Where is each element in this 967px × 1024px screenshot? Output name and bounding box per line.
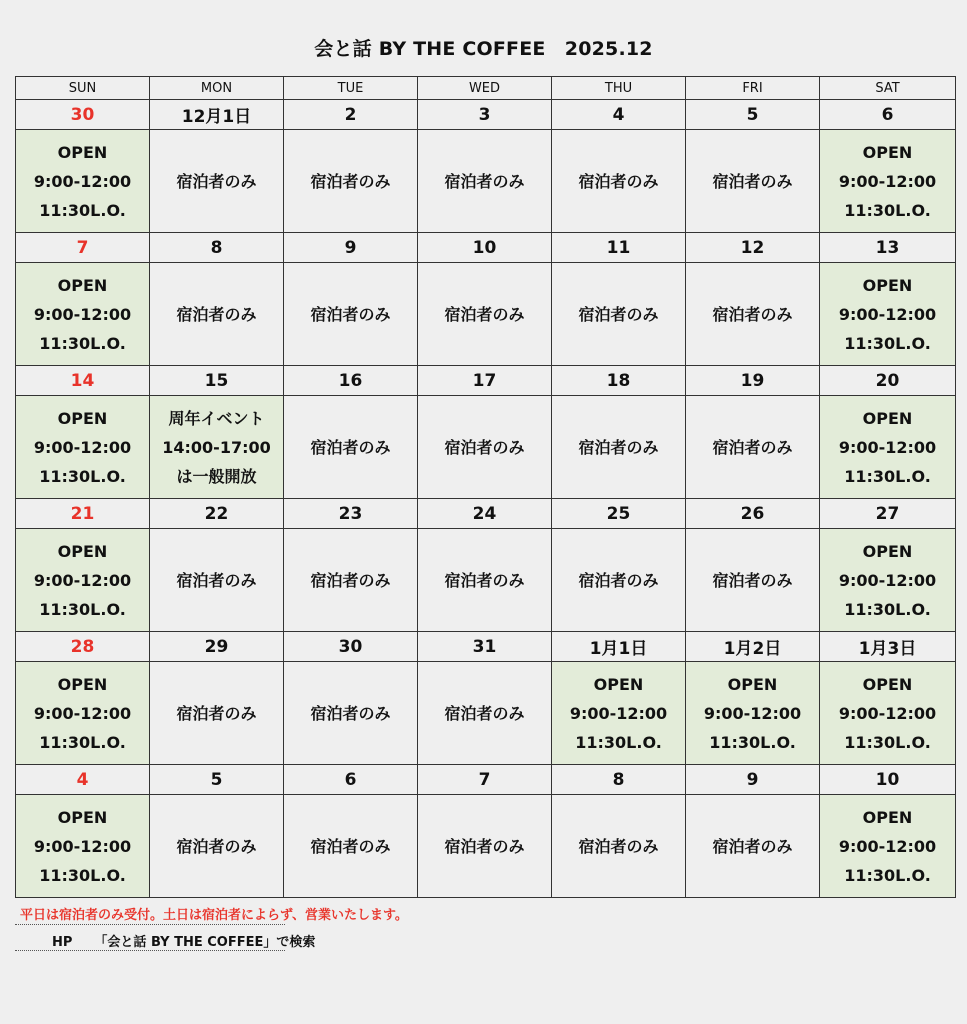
cell-text-line: 11:30L.O. <box>39 599 126 619</box>
guests-only-cell <box>418 130 552 233</box>
hp-label: HP <box>52 935 73 950</box>
guests-only-cell <box>284 795 418 898</box>
date-number: 2 <box>284 100 418 130</box>
date-number: 22 <box>150 499 284 529</box>
open-hours-cell <box>16 529 150 632</box>
date-number: 13 <box>820 233 956 263</box>
cell-text-line: 9:00-12:00 <box>838 304 937 324</box>
hours-row <box>16 662 956 765</box>
calendar-body <box>16 100 956 898</box>
cell-text-line: 11:30L.O. <box>844 333 931 353</box>
cell-text-line: OPEN <box>862 142 913 162</box>
guests-only-cell <box>686 795 820 898</box>
cell-text-line: OPEN <box>57 275 108 295</box>
cell-text-line: OPEN <box>57 408 108 428</box>
cell-text-line: 9:00-12:00 <box>33 570 132 590</box>
cell-text-line: 11:30L.O. <box>39 732 126 752</box>
cell-text-line: 宿泊者のみ <box>712 570 793 590</box>
cell-text-line: OPEN <box>57 541 108 561</box>
date-number: 1月3日 <box>820 632 956 662</box>
guests-only-cell <box>150 263 284 366</box>
cell-text-line: OPEN <box>862 541 913 561</box>
date-number: 14 <box>16 366 150 396</box>
cell-text-line: 9:00-12:00 <box>838 570 937 590</box>
guests-only-cell <box>418 662 552 765</box>
weekday-header-mon: MON <box>150 77 284 100</box>
date-row <box>16 632 956 662</box>
hours-row <box>16 795 956 898</box>
cell-text-line: 11:30L.O. <box>709 732 796 752</box>
cell-text-line: 宿泊者のみ <box>712 304 793 324</box>
date-number: 10 <box>418 233 552 263</box>
hours-row <box>16 529 956 632</box>
cell-text-line: OPEN <box>57 674 108 694</box>
cell-text-line: 9:00-12:00 <box>838 836 937 856</box>
guests-only-cell <box>284 263 418 366</box>
cell-text-line: 11:30L.O. <box>844 466 931 486</box>
cell-text-line: 宿泊者のみ <box>444 836 525 856</box>
date-number: 9 <box>686 765 820 795</box>
guests-only-cell <box>284 130 418 233</box>
weekday-header-sat: SAT <box>820 77 956 100</box>
cell-text-line: 宿泊者のみ <box>712 437 793 457</box>
cell-text-line: OPEN <box>862 674 913 694</box>
cell-text-line: OPEN <box>57 142 108 162</box>
date-number: 30 <box>284 632 418 662</box>
hp-search-text: 「会と話 BY THE COFFEE」で検索 <box>94 935 316 950</box>
date-number: 8 <box>552 765 686 795</box>
date-number: 4 <box>552 100 686 130</box>
calendar-table <box>15 76 956 898</box>
cell-text-line: 9:00-12:00 <box>33 836 132 856</box>
calendar-title: 会と話 BY THE COFFEE 2025.12 <box>314 38 653 60</box>
cell-text-line: OPEN <box>593 674 644 694</box>
open-hours-cell <box>820 263 956 366</box>
guests-only-cell <box>418 795 552 898</box>
guests-only-cell <box>150 662 284 765</box>
cell-text-line: 9:00-12:00 <box>838 703 937 723</box>
cell-text-line: 11:30L.O. <box>575 732 662 752</box>
cell-text-line: 11:30L.O. <box>39 466 126 486</box>
cell-text-line: 9:00-12:00 <box>33 171 132 191</box>
cell-text-line: 宿泊者のみ <box>578 836 659 856</box>
date-number: 16 <box>284 366 418 396</box>
open-hours-cell <box>820 396 956 499</box>
hp-search-note <box>52 931 315 950</box>
guests-only-cell <box>552 396 686 499</box>
guests-only-cell <box>686 396 820 499</box>
weekday-header-row <box>16 77 956 100</box>
date-number: 28 <box>16 632 150 662</box>
date-row <box>16 366 956 396</box>
cell-text-line: OPEN <box>862 275 913 295</box>
date-row <box>16 765 956 795</box>
date-number: 26 <box>686 499 820 529</box>
cell-text-line: 9:00-12:00 <box>703 703 802 723</box>
date-number: 31 <box>418 632 552 662</box>
date-number: 12 <box>686 233 820 263</box>
cell-text-line: 11:30L.O. <box>844 200 931 220</box>
guests-only-cell <box>284 529 418 632</box>
date-number: 6 <box>284 765 418 795</box>
guests-only-cell <box>418 396 552 499</box>
open-hours-cell <box>16 263 150 366</box>
open-hours-cell <box>552 662 686 765</box>
dotted-divider-top <box>15 924 285 925</box>
cell-text-line: 11:30L.O. <box>39 200 126 220</box>
cell-text-line: 11:30L.O. <box>844 865 931 885</box>
date-number: 7 <box>16 233 150 263</box>
cell-text-line: 9:00-12:00 <box>838 171 937 191</box>
date-number: 18 <box>552 366 686 396</box>
date-number: 30 <box>16 100 150 130</box>
guests-only-cell <box>284 662 418 765</box>
date-number: 23 <box>284 499 418 529</box>
cell-text-line: 9:00-12:00 <box>33 703 132 723</box>
cell-text-line: 宿泊者のみ <box>176 570 257 590</box>
cell-text-line: OPEN <box>57 807 108 827</box>
date-number: 9 <box>284 233 418 263</box>
weekday-header-wed: WED <box>418 77 552 100</box>
cell-text-line: 11:30L.O. <box>39 865 126 885</box>
cell-text-line: 宿泊者のみ <box>310 836 391 856</box>
date-number: 11 <box>552 233 686 263</box>
guests-only-cell <box>418 529 552 632</box>
cell-text-line: 9:00-12:00 <box>33 304 132 324</box>
date-row <box>16 100 956 130</box>
open-hours-cell <box>820 662 956 765</box>
cell-text-line: 宿泊者のみ <box>578 570 659 590</box>
date-number: 5 <box>686 100 820 130</box>
cell-text-line: 宿泊者のみ <box>310 570 391 590</box>
open-hours-cell <box>16 396 150 499</box>
weekday-notice: 平日は宿泊者のみ受付。土日は宿泊者によらず、営業いたします。 <box>20 908 408 923</box>
cell-text-line: 宿泊者のみ <box>176 703 257 723</box>
cell-text-line: 宿泊者のみ <box>310 304 391 324</box>
cell-text-line: 宿泊者のみ <box>176 171 257 191</box>
date-number: 1月2日 <box>686 632 820 662</box>
guests-only-cell <box>150 795 284 898</box>
cell-text-line: は一般開放 <box>176 466 257 486</box>
cell-text-line: 宿泊者のみ <box>444 437 525 457</box>
hours-row <box>16 396 956 499</box>
open-hours-cell <box>16 130 150 233</box>
cell-text-line: 宿泊者のみ <box>444 703 525 723</box>
date-number: 8 <box>150 233 284 263</box>
guests-only-cell <box>552 130 686 233</box>
date-number: 19 <box>686 366 820 396</box>
open-hours-cell <box>150 396 284 499</box>
cell-text-line: 宿泊者のみ <box>310 171 391 191</box>
open-hours-cell <box>820 529 956 632</box>
guests-only-cell <box>686 130 820 233</box>
guests-only-cell <box>150 130 284 233</box>
date-number: 25 <box>552 499 686 529</box>
cell-text-line: 宿泊者のみ <box>578 437 659 457</box>
cell-text-line: 11:30L.O. <box>844 732 931 752</box>
date-number: 1月1日 <box>552 632 686 662</box>
hours-row <box>16 263 956 366</box>
date-number: 12月1日 <box>150 100 284 130</box>
date-number: 17 <box>418 366 552 396</box>
weekday-header-fri: FRI <box>686 77 820 100</box>
cell-text-line: 宿泊者のみ <box>444 570 525 590</box>
cell-text-line: 9:00-12:00 <box>569 703 668 723</box>
date-number: 7 <box>418 765 552 795</box>
cell-text-line: 宿泊者のみ <box>712 836 793 856</box>
cell-text-line: 宿泊者のみ <box>310 437 391 457</box>
cell-text-line: 14:00-17:00 <box>162 437 271 457</box>
cell-text-line: 宿泊者のみ <box>444 304 525 324</box>
date-number: 15 <box>150 366 284 396</box>
open-hours-cell <box>820 795 956 898</box>
cell-text-line: 宿泊者のみ <box>176 304 257 324</box>
open-hours-cell <box>820 130 956 233</box>
guests-only-cell <box>686 263 820 366</box>
weekday-header-sun: SUN <box>16 77 150 100</box>
cell-text-line: OPEN <box>862 807 913 827</box>
date-number: 27 <box>820 499 956 529</box>
dotted-divider-bottom <box>15 950 285 951</box>
date-number: 29 <box>150 632 284 662</box>
date-number: 10 <box>820 765 956 795</box>
guests-only-cell <box>284 396 418 499</box>
open-hours-cell <box>16 795 150 898</box>
date-number: 3 <box>418 100 552 130</box>
cell-text-line: 宿泊者のみ <box>712 171 793 191</box>
cell-text-line: 宿泊者のみ <box>578 171 659 191</box>
date-row <box>16 233 956 263</box>
cell-text-line: 宿泊者のみ <box>444 171 525 191</box>
cell-text-line: 9:00-12:00 <box>33 437 132 457</box>
cell-text-line: 周年イベント <box>168 408 265 428</box>
cell-text-line: OPEN <box>862 408 913 428</box>
weekday-header-tue: TUE <box>284 77 418 100</box>
guests-only-cell <box>552 263 686 366</box>
guests-only-cell <box>552 529 686 632</box>
date-number: 4 <box>16 765 150 795</box>
date-number: 21 <box>16 499 150 529</box>
open-hours-cell <box>16 662 150 765</box>
guests-only-cell <box>418 263 552 366</box>
guests-only-cell <box>552 795 686 898</box>
cell-text-line: 宿泊者のみ <box>176 836 257 856</box>
date-row <box>16 499 956 529</box>
cell-text-line: OPEN <box>727 674 778 694</box>
guests-only-cell <box>686 529 820 632</box>
date-number: 24 <box>418 499 552 529</box>
cell-text-line: 宿泊者のみ <box>310 703 391 723</box>
date-number: 6 <box>820 100 956 130</box>
guests-only-cell <box>150 529 284 632</box>
date-number: 20 <box>820 366 956 396</box>
date-number: 5 <box>150 765 284 795</box>
weekday-header-thu: THU <box>552 77 686 100</box>
cell-text-line: 11:30L.O. <box>39 333 126 353</box>
cell-text-line: 9:00-12:00 <box>838 437 937 457</box>
hours-row <box>16 130 956 233</box>
cell-text-line: 宿泊者のみ <box>578 304 659 324</box>
cell-text-line: 11:30L.O. <box>844 599 931 619</box>
open-hours-cell <box>686 662 820 765</box>
